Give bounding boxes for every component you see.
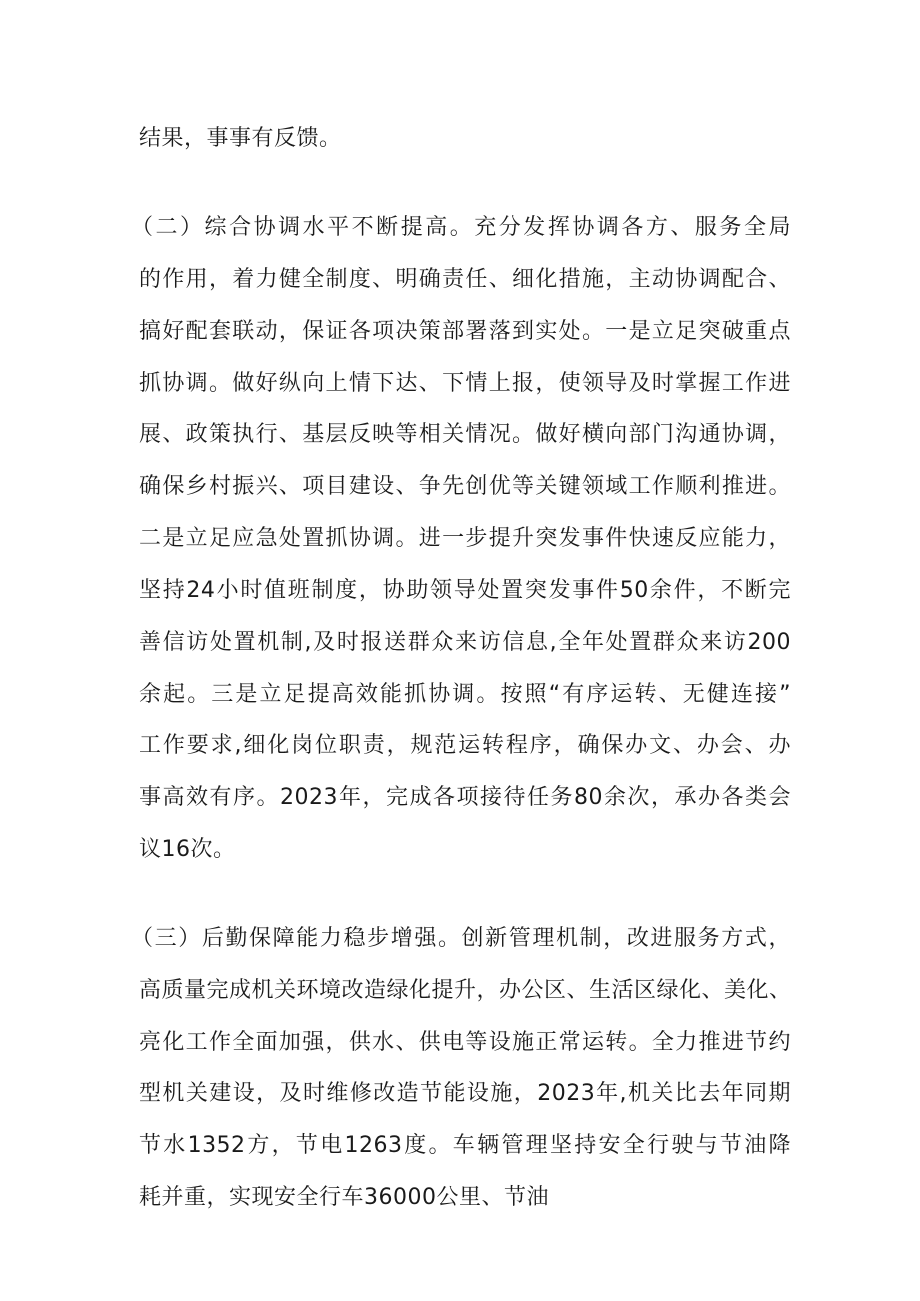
paragraph-2-line-10: 余起。三是立足提高效能抓协调。按照“有序运转、无健连接” [139, 682, 791, 707]
paragraph-2-line-8: 坚持24小时值班制度，协助领导处置突发事件50余件，不断完 [139, 578, 791, 603]
paragraph-2-line-4: 抓协调。做好纵向上情下达、下情上报，使领导及时掌握工作进 [139, 371, 791, 396]
paragraph-2-line-2: 的作用，着力健全制度、明确责任、细化措施，主动协调配合、 [139, 267, 791, 292]
paragraph-2-line-13: 议16次。 [139, 837, 236, 862]
paragraph-2-line-9: 善信访处置机制,及时报送群众来访信息,全年处置群众来访200 [139, 630, 791, 655]
paragraph-2-line-6: 确保乡村振兴、项目建设、争先创优等关键领域工作顺利推进。 [139, 474, 791, 499]
paragraph-2-line-12: 事高效有序。2023年，完成各项接待任务80余次，承办各类会 [139, 785, 791, 810]
paragraph-2-line-1: （二）综合协调水平不断提高。充分发挥协调各方、服务全局 [131, 215, 791, 240]
paragraph-3-line-6: 耗并重，实现安全行车36000公里、节油 [139, 1185, 549, 1210]
paragraph-3-line-3: 亮化工作全面加强，供水、供电等设施正常运转。全力推进节约 [139, 1030, 791, 1055]
paragraph-3-line-4: 型机关建设，及时维修改造节能设施，2023年,机关比去年同期 [139, 1081, 791, 1106]
paragraph-3-line-2: 高质量完成机关环境改造绿化提升，办公区、生活区绿化、美化、 [139, 978, 792, 1003]
paragraph-2-line-11: 工作要求,细化岗位职责，规范运转程序，确保办文、办会、办 [139, 733, 791, 758]
paragraph-1-line-1: 结果，事事有反馈。 [139, 126, 342, 151]
paragraph-2-line-7: 二是立足应急处置抓协调。进一步提升突发事件快速反应能力， [139, 526, 791, 551]
paragraph-3-line-1: （三）后勤保障能力稳步增强。创新管理机制，改进服务方式， [131, 926, 791, 951]
paragraph-2-line-3: 搞好配套联动，保证各项决策部署落到实处。一是立足突破重点 [139, 319, 791, 344]
paragraph-3-line-5: 节水1352方，节电1263度。车辆管理坚持安全行驶与节油降 [139, 1133, 791, 1158]
paragraph-2-line-5: 展、政策执行、基层反映等相关情况。做好横向部门沟通协调， [139, 422, 791, 447]
